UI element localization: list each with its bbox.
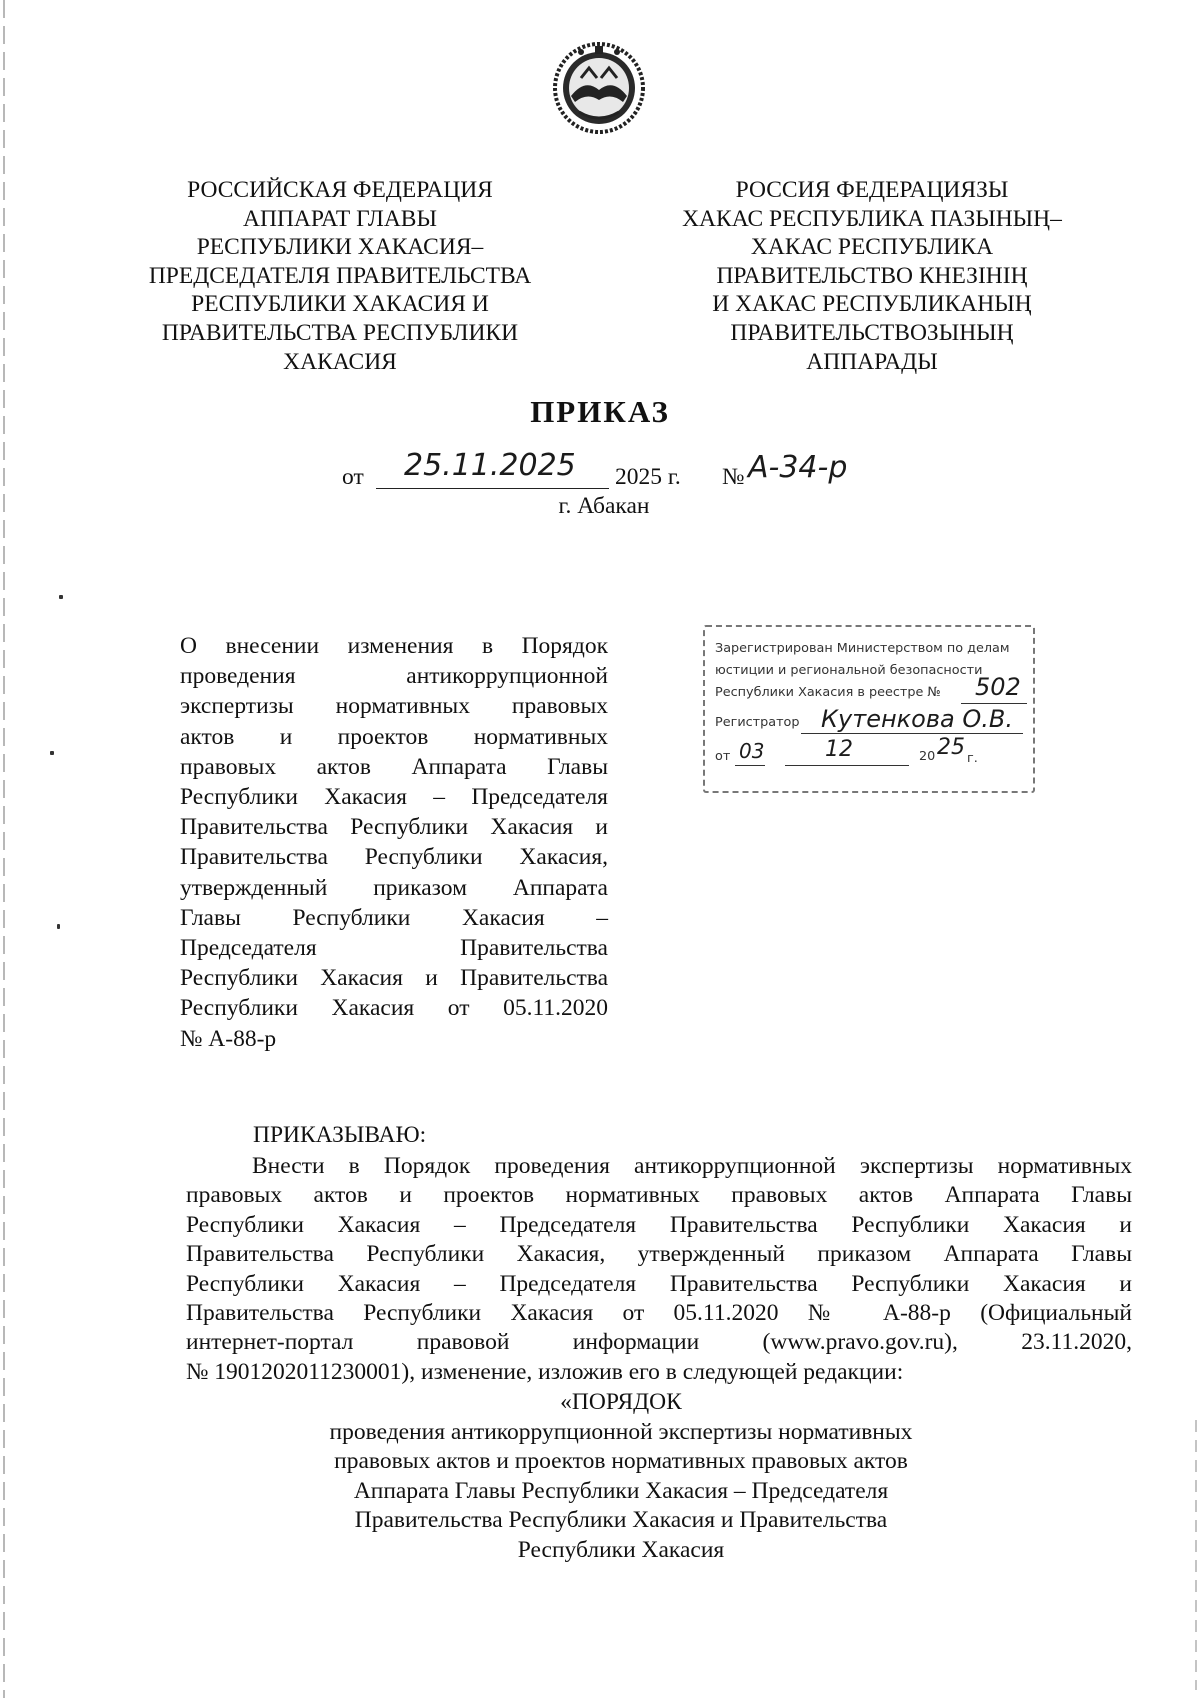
header-line: РОССИЙСКАЯ ФЕДЕРАЦИЯ	[187, 177, 493, 203]
stamp-underline	[801, 733, 1023, 734]
date-field	[376, 448, 609, 489]
city: г. Абакан	[558, 493, 650, 519]
header-line: РЕСПУБЛИКИ ХАКАСИЯ И	[191, 291, 489, 318]
subject-line: Главы Республики Хакасия –	[180, 904, 608, 931]
number-sign: №	[722, 464, 745, 490]
stamp-month: 12	[825, 737, 853, 762]
body-line: интернет-портал правовой информации (www.pravo.gov.ru), 23.11.2020,	[186, 1329, 1132, 1356]
body-line: Внести в Порядок проведения антикоррупционной экспертизы нормативных	[252, 1153, 1132, 1179]
stamp-line: от	[715, 749, 731, 764]
header-khakas	[662, 176, 1082, 376]
header-line: ПРАВИТЕЛЬСТВО КНЕЗIНIҢ	[716, 262, 1028, 289]
subject-line: проведения антикоррупционной	[180, 663, 608, 690]
registration-stamp	[703, 625, 1035, 793]
date-number-line	[340, 448, 900, 492]
handwritten-date: 25.11.2025	[404, 448, 576, 483]
body-line: № 1901202011230001), изменение, изложив его в следующей редакции:	[186, 1358, 904, 1385]
stamp-year-prefix: 20	[919, 749, 936, 764]
subject-line: Республики Хакасия от 05.11.2020	[180, 995, 608, 1022]
stamp-year-end: г.	[967, 751, 978, 766]
header-line: ХАКАС РЕСПУБЛИКА	[750, 234, 994, 261]
quoted-title-line: Республики Хакасия	[517, 1536, 725, 1563]
stamp-line: Зарегистрирован Министерством по делам	[715, 641, 1010, 656]
stamp-underline	[961, 703, 1027, 704]
stamp-line: юстиции и региональной безопасности	[715, 663, 983, 678]
body-line: Республики Хакасия – Председателя Правительства Республики Хакасия и	[186, 1211, 1132, 1238]
quoted-title-line: Аппарата Главы Республики Хакасия – Председателя	[353, 1477, 889, 1504]
year-suffix: 2025 г.	[615, 464, 681, 490]
stamp-underline	[785, 765, 909, 766]
quoted-title-line: «ПОРЯДОК	[560, 1389, 682, 1415]
body-paragraph	[186, 1152, 1132, 1387]
header-line: РОССИЯ ФЕДЕРАЦИЯЗЫ	[735, 177, 1009, 203]
header-line: РЕСПУБЛИКИ ХАКАСИЯ–	[196, 234, 484, 261]
header-line: ПРАВИТЕЛЬСТВА РЕСПУБЛИКИ	[161, 319, 519, 346]
stamp-line: Регистратор	[715, 715, 800, 730]
scan-speck	[59, 595, 63, 599]
subject-line: Правительства Республики Хакасия,	[180, 844, 608, 871]
header-line: ПРЕДСЕДАТЕЛЯ ПРАВИТЕЛЬСТВА	[148, 262, 532, 289]
order-word: ПРИКАЗЫВАЮ:	[253, 1122, 427, 1148]
coat-of-arms-icon	[551, 38, 647, 134]
quoted-title-line: правовых актов и проектов нормативных правовых актов	[334, 1448, 908, 1475]
stamp-day: 03	[739, 739, 765, 763]
date-prefix: от	[342, 464, 364, 490]
registrar-signature: Кутенкова О.В.	[821, 705, 1013, 733]
body-line: правовых актов и проектов нормативных правовых актов Аппарата Главы	[186, 1182, 1132, 1209]
subject-line: правовых актов Аппарата Главы	[180, 753, 608, 780]
subject-line: Председателя Правительства	[180, 935, 608, 962]
scan-speck	[50, 751, 54, 755]
header-line: И ХАКАС РЕСПУБЛИКАНЫҢ	[712, 291, 1032, 318]
scan-speck	[57, 924, 60, 929]
subject-line: актов и проектов нормативных	[180, 723, 608, 750]
header-line: ХАКАС РЕСПУБЛИКА ПАЗЫНЫҢ–	[682, 205, 1062, 232]
header-line: АППАРАТ ГЛАВЫ	[243, 205, 437, 232]
header-line: ХАКАСИЯ	[283, 348, 397, 375]
stamp-line: Республики Хакасия в реестре №	[715, 685, 941, 700]
subject-line: Республики Хакасия и Правительства	[180, 965, 608, 992]
registry-number: 502	[975, 673, 1021, 701]
quoted-title-line: Правительства Республики Хакасия и Правительства	[354, 1507, 888, 1534]
body-line: Республики Хакасия – Председателя Правительства Республики Хакасия и	[186, 1270, 1132, 1297]
body-line: Правительства Республики Хакасия, утвержденный приказом Аппарата Главы	[186, 1241, 1132, 1268]
header-line: ПРАВИТЕЛЬСТВОЗЫНЫҢ	[730, 319, 1014, 346]
document-title: ПРИКАЗ	[530, 394, 670, 429]
stamp-underline	[735, 765, 765, 766]
handwritten-number: А-34-р	[748, 450, 848, 485]
subject-line: экспертизы нормативных правовых	[180, 693, 608, 720]
subject-line: № А-88-р	[180, 1025, 277, 1052]
body-line: Правительства Республики Хакасия от 05.11.2020 № А-88-р (Официальный	[186, 1300, 1132, 1327]
quoted-title	[0, 1388, 1200, 1566]
header-line: АППАРАДЫ	[806, 348, 938, 375]
subject-line: О внесении изменения в Порядок	[180, 633, 608, 659]
subject-block	[180, 631, 608, 1054]
stamp-year: 25	[937, 735, 965, 760]
subject-line: Республики Хакасия – Председателя	[180, 784, 608, 811]
subject-line: Правительства Республики Хакасия и	[180, 814, 608, 841]
subject-line: утвержденный приказом Аппарата	[180, 874, 608, 901]
header-russian	[130, 176, 550, 376]
quoted-title-line: проведения антикоррупционной экспертизы нормативных	[329, 1418, 913, 1445]
